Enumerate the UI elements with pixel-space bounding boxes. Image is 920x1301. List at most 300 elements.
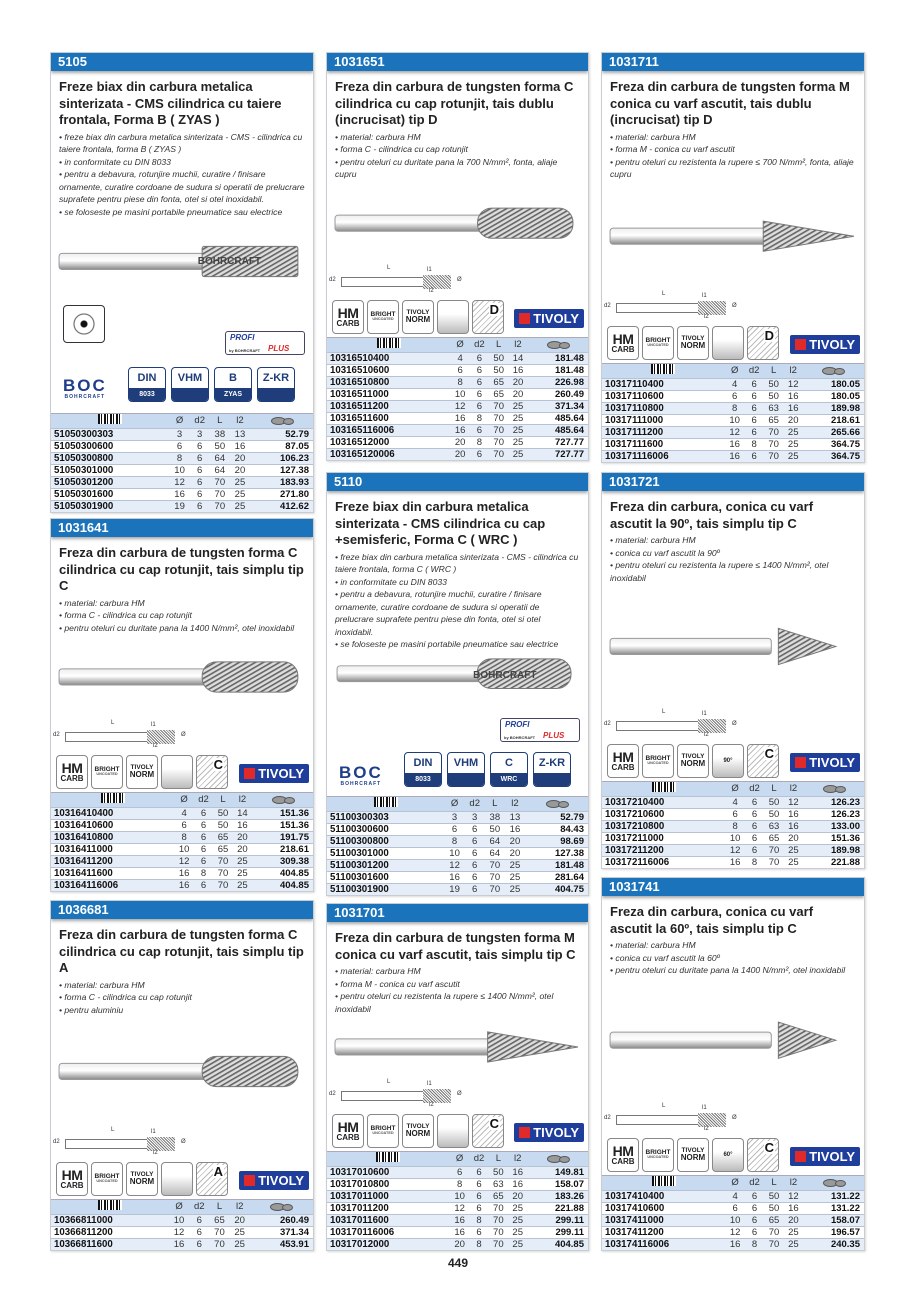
dimension-diagram bbox=[327, 1079, 588, 1109]
tivoly-logo-text: TIVOLY bbox=[809, 754, 855, 770]
shank-diameter: 6 bbox=[190, 440, 210, 452]
table-row bbox=[327, 424, 588, 436]
hm-carb-badge bbox=[56, 1162, 88, 1196]
cutter-head bbox=[778, 628, 835, 664]
col-l2: l2 bbox=[784, 781, 803, 796]
shank-diameter: 6 bbox=[189, 1214, 209, 1226]
product-image bbox=[327, 181, 588, 265]
table-row bbox=[602, 1238, 864, 1250]
total-length: 70 bbox=[210, 476, 230, 488]
diagram-label-l2: l2 bbox=[153, 742, 158, 749]
shank-diameter: 6 bbox=[194, 879, 213, 891]
bullet-item: • material: carbura HM bbox=[335, 131, 421, 142]
product-code-header: 1031701 bbox=[327, 904, 588, 922]
price: 127.38 bbox=[525, 847, 588, 859]
diameter: 8 bbox=[450, 376, 469, 388]
col-article-code bbox=[602, 1175, 725, 1190]
diameter: 8 bbox=[174, 831, 193, 843]
shank-diameter: 6 bbox=[470, 400, 489, 412]
uncoated-text: UNCOATED bbox=[96, 1179, 118, 1184]
table-row bbox=[327, 352, 588, 364]
diameter: 6 bbox=[725, 1202, 744, 1214]
diagram-label-d2: d2 bbox=[604, 1114, 611, 1121]
diameter: 16 bbox=[174, 879, 193, 891]
price: 149.81 bbox=[527, 1166, 588, 1178]
col-L: L bbox=[489, 337, 508, 352]
price: 218.61 bbox=[252, 843, 313, 855]
uncoated-text: UNCOATED bbox=[647, 761, 669, 766]
spec-badge-top: B bbox=[229, 371, 237, 384]
product-panel bbox=[326, 52, 589, 461]
total-length: 64 bbox=[485, 835, 505, 847]
shank-diameter: 6 bbox=[745, 1226, 764, 1238]
carb-text: CARB bbox=[60, 1180, 84, 1190]
cut-type-icon bbox=[472, 300, 504, 334]
price: 299.11 bbox=[527, 1226, 588, 1238]
shank-diameter: 6 bbox=[194, 831, 213, 843]
product-bullets bbox=[327, 129, 588, 181]
total-length: 50 bbox=[489, 1166, 508, 1178]
diagram-label-d: Ø bbox=[732, 1114, 737, 1121]
total-length: 63 bbox=[489, 1178, 508, 1190]
barcode-icon bbox=[98, 1200, 122, 1210]
cutter-head bbox=[488, 1032, 578, 1062]
dimension-diagram bbox=[602, 1103, 864, 1133]
cutting-length: 25 bbox=[784, 844, 803, 856]
price: 180.05 bbox=[803, 390, 864, 402]
table-row bbox=[327, 400, 588, 412]
diameter: 4 bbox=[174, 807, 193, 819]
diameter: 20 bbox=[450, 436, 469, 448]
total-length: 70 bbox=[485, 871, 505, 883]
article-code: 51100300800 bbox=[327, 835, 445, 847]
coins-icon bbox=[545, 797, 569, 807]
article-code: 10317011000 bbox=[327, 1190, 450, 1202]
product-title: Freza din carbura, conica cu varf ascutit la 90º, tais simplu tip C bbox=[610, 499, 814, 531]
cutter-head bbox=[202, 662, 298, 692]
col-d2: d2 bbox=[744, 363, 764, 378]
diagram-label-L: L bbox=[662, 1102, 666, 1109]
bright-text: BRIGHT bbox=[645, 1148, 671, 1156]
table-row bbox=[602, 796, 864, 808]
shank-diameter: 6 bbox=[745, 796, 764, 808]
cutting-length: 25 bbox=[508, 400, 527, 412]
cutting-length: 13 bbox=[505, 811, 525, 823]
cutting-length: 13 bbox=[230, 428, 250, 440]
bullet-item: • forma M - conica cu varf ascutit bbox=[610, 144, 735, 154]
diameter: 12 bbox=[725, 1226, 744, 1238]
col-price bbox=[252, 792, 313, 807]
col-L: L bbox=[210, 413, 230, 428]
table-row bbox=[602, 1214, 864, 1226]
col-L: L bbox=[489, 1151, 508, 1166]
angle-text: 90° bbox=[723, 757, 733, 764]
tivoly-text: TIVOLY bbox=[681, 752, 705, 760]
price: 404.85 bbox=[527, 1238, 588, 1250]
cutting-length: 16 bbox=[508, 364, 527, 376]
tivoly-norm-badge bbox=[677, 326, 709, 360]
total-length: 50 bbox=[764, 1202, 783, 1214]
table-row bbox=[51, 867, 313, 879]
product-bullets bbox=[602, 532, 864, 584]
plus-text: PLUS bbox=[543, 730, 565, 740]
tool-shank bbox=[337, 665, 495, 681]
col-price bbox=[803, 363, 864, 378]
bullet-item: • pentru oteluri cu rezistenta la rupere ≤ 700 N/mm², fonta, aliaje cupru bbox=[610, 156, 854, 179]
product-bullets bbox=[327, 549, 588, 651]
price-table bbox=[327, 796, 588, 895]
total-length: 50 bbox=[764, 796, 783, 808]
product-code-header: 1031651 bbox=[327, 53, 588, 71]
col-article-code bbox=[51, 1199, 169, 1214]
hm-text: HM bbox=[612, 748, 634, 765]
diameter: 6 bbox=[450, 1166, 469, 1178]
diagram-label-d2: d2 bbox=[329, 276, 336, 283]
product-bullets bbox=[51, 595, 313, 635]
table-row bbox=[327, 1202, 588, 1214]
col-L: L bbox=[764, 1175, 783, 1190]
tivoly-text: TIVOLY bbox=[406, 308, 430, 316]
cut-type-icon bbox=[472, 1114, 504, 1148]
price: 265.66 bbox=[803, 426, 864, 438]
shank-diameter: 6 bbox=[470, 376, 489, 388]
total-length: 65 bbox=[489, 388, 508, 400]
total-length: 50 bbox=[489, 352, 508, 364]
norm-text: NORM bbox=[680, 759, 706, 769]
shank-diameter: 6 bbox=[469, 1226, 488, 1238]
spec-badge bbox=[257, 367, 295, 402]
tivoly-badges bbox=[51, 1157, 313, 1199]
price: 183.93 bbox=[250, 476, 313, 488]
diagram-head bbox=[147, 1137, 175, 1151]
spec-badge-bottom bbox=[534, 773, 570, 787]
hm-carb-badge bbox=[607, 1138, 639, 1172]
price-table-header bbox=[51, 792, 313, 807]
diameter: 12 bbox=[450, 400, 469, 412]
article-code: 10316510400 bbox=[327, 352, 450, 364]
price: 240.35 bbox=[803, 1238, 864, 1250]
product-title: Freza din carbura de tungsten forma C cilindrica cu cap rotunjit, tais simplu tip A bbox=[59, 927, 304, 975]
table-row bbox=[51, 831, 313, 843]
diameter: 10 bbox=[174, 843, 193, 855]
diameter: 8 bbox=[450, 1178, 469, 1190]
dimension-diagram bbox=[51, 1127, 313, 1157]
shank-diameter: 8 bbox=[469, 1214, 488, 1226]
total-length: 70 bbox=[764, 1226, 783, 1238]
price: 281.64 bbox=[525, 871, 588, 883]
cutting-length: 25 bbox=[230, 488, 250, 500]
barcode-icon bbox=[652, 782, 676, 792]
coins-icon bbox=[546, 1152, 570, 1162]
tool-shape-icon bbox=[437, 1114, 469, 1148]
article-code: 10316510600 bbox=[327, 364, 450, 376]
bright-uncoated-badge bbox=[642, 1138, 674, 1172]
shank-diameter: 6 bbox=[745, 832, 764, 844]
diagram-label-L: L bbox=[387, 264, 391, 271]
article-code: 51050300800 bbox=[51, 452, 170, 464]
article-code: 10317110800 bbox=[602, 402, 725, 414]
shank-diameter: 8 bbox=[470, 436, 489, 448]
table-row bbox=[327, 871, 588, 883]
diagram-label-L: L bbox=[662, 290, 666, 297]
bullet-item: • conica cu varf ascutit la 90º bbox=[610, 547, 720, 558]
price: 126.23 bbox=[803, 808, 864, 820]
cutting-length: 25 bbox=[783, 438, 803, 450]
cutting-length: 25 bbox=[505, 871, 525, 883]
cutting-length: 12 bbox=[784, 796, 803, 808]
uncoated-text: UNCOATED bbox=[647, 1155, 669, 1160]
product-image bbox=[602, 977, 864, 1103]
diagram-label-d: Ø bbox=[457, 1090, 462, 1097]
article-code: 51050301200 bbox=[51, 476, 170, 488]
cut-type-letter: D bbox=[489, 301, 499, 317]
cutting-length: 20 bbox=[230, 452, 250, 464]
bullet-item: • material: carbura HM bbox=[59, 597, 145, 608]
total-length: 70 bbox=[213, 855, 232, 867]
total-length: 70 bbox=[489, 1214, 508, 1226]
total-length: 50 bbox=[210, 440, 230, 452]
coins-icon bbox=[821, 364, 845, 374]
article-code: 10316512000 bbox=[327, 436, 450, 448]
total-length: 70 bbox=[489, 400, 508, 412]
shank-diameter: 6 bbox=[469, 1202, 488, 1214]
spec-badge bbox=[533, 752, 571, 787]
uncoated-text: UNCOATED bbox=[96, 772, 118, 777]
cut-type-letter: C bbox=[489, 1115, 499, 1131]
norm-text: NORM bbox=[680, 1153, 706, 1163]
price: 131.22 bbox=[803, 1202, 864, 1214]
article-code: 10317011200 bbox=[327, 1202, 450, 1214]
article-code: 10317411000 bbox=[602, 1214, 725, 1226]
bright-text: BRIGHT bbox=[370, 1124, 396, 1132]
total-length: 64 bbox=[210, 464, 230, 476]
shank-diameter: 6 bbox=[190, 488, 210, 500]
diagram-label-d: Ø bbox=[181, 1138, 186, 1145]
tivoly-norm-badge bbox=[126, 1162, 158, 1196]
diagram-label-l2: l2 bbox=[704, 313, 709, 320]
col-article-code bbox=[602, 781, 725, 796]
shank-diameter: 6 bbox=[469, 1190, 488, 1202]
cut-type-icon bbox=[196, 1162, 228, 1196]
hm-carb-badge bbox=[332, 300, 364, 334]
barcode-icon bbox=[652, 1176, 676, 1186]
cutting-length: 25 bbox=[230, 1238, 250, 1250]
cutting-length: 20 bbox=[784, 1214, 803, 1226]
angle-text: 60° bbox=[723, 1151, 733, 1158]
boc-logo bbox=[339, 764, 383, 787]
coins-icon bbox=[822, 782, 846, 792]
col-price bbox=[527, 1151, 588, 1166]
barcode-icon bbox=[98, 414, 122, 424]
tool-shape-icon bbox=[161, 1162, 193, 1196]
price: 87.05 bbox=[250, 440, 313, 452]
price: 98.69 bbox=[525, 835, 588, 847]
price-table bbox=[602, 781, 864, 868]
total-length: 65 bbox=[764, 1214, 783, 1226]
table-row bbox=[51, 807, 313, 819]
cutting-length: 16 bbox=[508, 1166, 527, 1178]
table-row bbox=[51, 1238, 313, 1250]
article-code: 103164116006 bbox=[51, 879, 174, 891]
bullet-item: • material: carbura HM bbox=[335, 966, 421, 976]
shank-diameter: 6 bbox=[470, 364, 489, 376]
price-table bbox=[327, 1151, 588, 1250]
col-d2: d2 bbox=[470, 337, 489, 352]
total-length: 65 bbox=[209, 1214, 229, 1226]
shank-diameter: 6 bbox=[470, 352, 489, 364]
shank-diameter: 8 bbox=[745, 1238, 764, 1250]
article-code: 103172116006 bbox=[602, 856, 725, 868]
cutting-length: 20 bbox=[784, 832, 803, 844]
article-code: 10317011600 bbox=[327, 1214, 450, 1226]
bright-text: BRIGHT bbox=[94, 765, 120, 773]
table-row bbox=[51, 843, 313, 855]
table-row bbox=[327, 412, 588, 424]
tivoly-badges bbox=[51, 750, 313, 792]
cut-type-icon bbox=[747, 744, 779, 778]
diameter: 16 bbox=[445, 871, 465, 883]
spec-badge bbox=[490, 752, 528, 787]
tivoly-badges bbox=[602, 739, 864, 781]
article-code: 103170116006 bbox=[327, 1226, 450, 1238]
cutting-length: 16 bbox=[784, 808, 803, 820]
diameter: 10 bbox=[725, 1214, 744, 1226]
cutting-length: 16 bbox=[783, 402, 803, 414]
total-length: 70 bbox=[764, 438, 784, 450]
hm-carb-badge bbox=[332, 1114, 364, 1148]
article-code: 10316411600 bbox=[51, 867, 174, 879]
price: 126.23 bbox=[803, 796, 864, 808]
price: 131.22 bbox=[803, 1190, 864, 1202]
col-d: Ø bbox=[450, 337, 469, 352]
spec-badge-top: DIN bbox=[137, 371, 157, 384]
bullet-item: • pentru oteluri cu duritate pana la 700 N/mm², fonta, aliaje cupru bbox=[335, 156, 558, 179]
bullet-item: • pentru aluminiu bbox=[59, 1004, 124, 1015]
table-row bbox=[327, 364, 588, 376]
price: 260.49 bbox=[250, 1214, 313, 1226]
col-article-code bbox=[327, 337, 450, 352]
table-row bbox=[327, 1190, 588, 1202]
product-title: Freza din carbura de tungsten forma M conica cu varf ascutit, tais simplu tip C bbox=[335, 930, 576, 962]
tivoly-logo bbox=[790, 335, 860, 354]
diagram-label-L: L bbox=[387, 1078, 391, 1085]
bohrcraft-badges bbox=[327, 696, 588, 796]
tool-shape-icon bbox=[712, 1138, 744, 1172]
article-code: 10316410400 bbox=[51, 807, 174, 819]
table-row bbox=[327, 1166, 588, 1178]
cutting-length: 20 bbox=[233, 831, 252, 843]
tivoly-logo-mark bbox=[519, 313, 530, 324]
table-row bbox=[327, 1178, 588, 1190]
table-row bbox=[602, 438, 864, 450]
col-article-code bbox=[51, 792, 174, 807]
cutting-length: 20 bbox=[508, 376, 527, 388]
tool-shank bbox=[610, 228, 771, 244]
price: 180.05 bbox=[803, 378, 864, 390]
total-length: 70 bbox=[764, 856, 783, 868]
col-d2: d2 bbox=[189, 1199, 209, 1214]
spec-badge bbox=[128, 367, 166, 402]
price: 226.98 bbox=[528, 376, 588, 388]
shank-diameter: 6 bbox=[745, 808, 764, 820]
diagram-head bbox=[423, 1089, 451, 1103]
tivoly-logo-mark bbox=[795, 757, 806, 768]
diameter: 10 bbox=[725, 414, 745, 426]
article-code: 10317110600 bbox=[602, 390, 725, 402]
bright-uncoated-badge bbox=[91, 1162, 123, 1196]
price-table-header bbox=[327, 796, 588, 811]
product-title: Freza din carbura de tungsten forma M conica cu varf ascutit, tais dublu (incrucisat) tip D bbox=[610, 79, 850, 127]
hm-text: HM bbox=[612, 330, 634, 347]
product-image bbox=[602, 181, 864, 291]
diameter: 8 bbox=[170, 452, 190, 464]
total-length: 70 bbox=[489, 424, 508, 436]
total-length: 50 bbox=[764, 390, 784, 402]
table-row bbox=[51, 1226, 313, 1238]
price: 151.36 bbox=[252, 819, 313, 831]
article-code: 51050301900 bbox=[51, 500, 170, 512]
shank-diameter: 6 bbox=[465, 823, 485, 835]
barcode-icon bbox=[377, 338, 401, 348]
price: 404.85 bbox=[252, 867, 313, 879]
price: 364.75 bbox=[803, 450, 864, 462]
shank-diameter: 3 bbox=[190, 428, 210, 440]
price: 106.23 bbox=[250, 452, 313, 464]
article-code: 10317111600 bbox=[602, 438, 725, 450]
col-l2: l2 bbox=[783, 363, 803, 378]
shank-diameter: 6 bbox=[465, 847, 485, 859]
diagram-label-l1: l1 bbox=[427, 1080, 432, 1087]
article-code: 10317211000 bbox=[602, 832, 725, 844]
price: 404.85 bbox=[252, 879, 313, 891]
diagram-label-d: Ø bbox=[181, 731, 186, 738]
total-length: 70 bbox=[209, 1226, 229, 1238]
col-d2: d2 bbox=[194, 792, 213, 807]
spec-badge bbox=[447, 752, 485, 787]
diagram-label-d: Ø bbox=[457, 276, 462, 283]
table-row bbox=[602, 390, 864, 402]
total-length: 64 bbox=[485, 847, 505, 859]
cutting-length: 25 bbox=[230, 476, 250, 488]
total-length: 50 bbox=[213, 819, 232, 831]
col-d2: d2 bbox=[465, 796, 485, 811]
table-row bbox=[602, 856, 864, 868]
diagram-label-d: Ø bbox=[732, 302, 737, 309]
plus-text: PLUS bbox=[268, 343, 290, 353]
article-code: 51100300600 bbox=[327, 823, 445, 835]
bullet-item: • freze biax din carbura metalica sinterizata - CMS - cilindrica cu taiere frontala, forma C ( WRC ) bbox=[335, 551, 579, 574]
col-d: Ø bbox=[450, 1151, 469, 1166]
cut-type-icon bbox=[196, 755, 228, 789]
tivoly-badges bbox=[327, 1109, 588, 1151]
product-title: Freze biax din carbura metalica sinterizata - CMS cilindrica cu taiere frontala, Forma B ( ZYAS ) bbox=[59, 79, 282, 127]
article-code: 10317410600 bbox=[602, 1202, 725, 1214]
article-code: 103174116006 bbox=[602, 1238, 725, 1250]
cut-type-letter: C bbox=[764, 745, 774, 761]
diameter: 20 bbox=[450, 448, 469, 460]
spec-badge-top: VHM bbox=[177, 371, 203, 384]
tivoly-logo-mark bbox=[795, 339, 806, 350]
cutting-length: 14 bbox=[233, 807, 252, 819]
product-code-header: 1036681 bbox=[51, 901, 313, 919]
product-bullets bbox=[51, 129, 313, 219]
shank-diameter: 6 bbox=[744, 450, 764, 462]
diagram-label-L: L bbox=[111, 1126, 115, 1133]
norm-text: NORM bbox=[680, 341, 706, 351]
cutting-length: 25 bbox=[505, 859, 525, 871]
cutter-head bbox=[478, 208, 573, 238]
barcode-icon bbox=[101, 793, 125, 803]
